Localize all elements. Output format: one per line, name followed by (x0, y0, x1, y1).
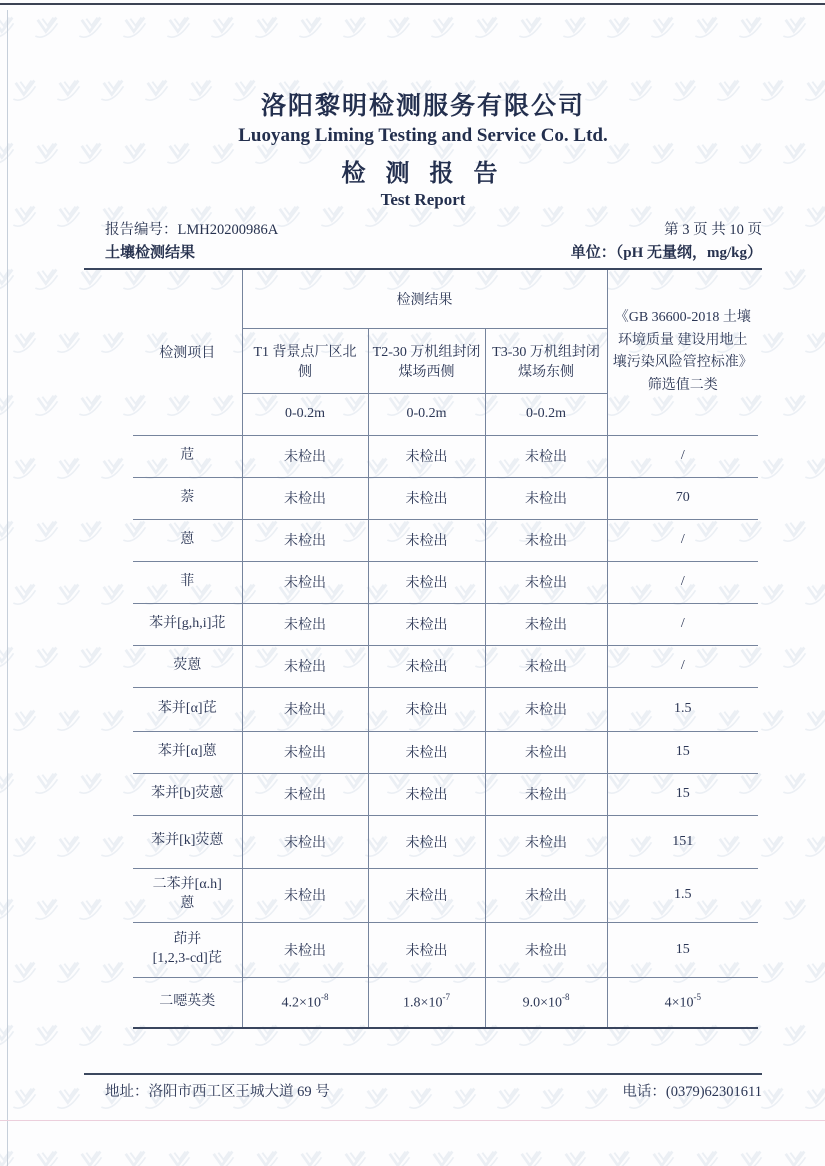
meta-row (84, 218, 762, 239)
col-header-site-t2: T2-30 万机组封闭煤场西侧 (368, 328, 485, 393)
result-cell: 未检出 (242, 922, 368, 977)
analyte-name: 二苯并[α.h] 蒽 (133, 868, 242, 922)
result-cell: 未检出 (242, 773, 368, 815)
result-cell: 未检出 (368, 519, 485, 561)
table-row (133, 977, 758, 1028)
section-title: 土壤检测结果 (105, 245, 196, 261)
screening-value-cell: / (607, 561, 758, 603)
result-cell: 未检出 (242, 561, 368, 603)
letterhead-pink-line (0, 1120, 825, 1121)
table-row (133, 435, 758, 477)
screening-value-cell: 70 (607, 477, 758, 519)
analyte-name: 荧蒽 (133, 645, 242, 687)
screening-value-cell: / (607, 519, 758, 561)
analyte-name: 菲 (133, 561, 242, 603)
col-header-item: 检测项目 (133, 270, 242, 435)
analyte-name: 苯并[α]蒽 (133, 731, 242, 773)
screening-value-cell: / (607, 435, 758, 477)
table-row (133, 731, 758, 773)
report-title-en: Test Report (380, 190, 466, 209)
result-cell: 未检出 (242, 731, 368, 773)
result-cell: 未检出 (368, 922, 485, 977)
result-cell: 未检出 (242, 519, 368, 561)
table-row (133, 922, 758, 977)
result-cell: 未检出 (368, 603, 485, 645)
result-cell: 未检出 (242, 603, 368, 645)
table-header-row (133, 270, 758, 328)
result-cell: 未检出 (485, 773, 607, 815)
result-cell: 未检出 (485, 645, 607, 687)
result-cell: 未检出 (242, 435, 368, 477)
result-cell: 未检出 (242, 815, 368, 868)
report-title-cn: 检 测 报 告 (341, 161, 505, 187)
analyte-name: 蒽 (133, 519, 242, 561)
result-cell: 未检出 (368, 687, 485, 731)
result-cell: $9.0\times 10^{-8}$ (485, 977, 607, 1028)
table-row (133, 868, 758, 922)
screening-value-cell: 1.5 (607, 687, 758, 731)
result-cell: 未检出 (485, 687, 607, 731)
col-header-standard: 《GB 36600-2018 土壤环境质量 建设用地土壤污染风险管控标准》筛选值二类 (607, 270, 758, 435)
col-header-depth: 0-0.2m (242, 393, 368, 435)
table-row (133, 815, 758, 868)
result-cell: 未检出 (368, 731, 485, 773)
result-cell: 未检出 (368, 815, 485, 868)
analyte-name: 苊 (133, 435, 242, 477)
result-cell: 未检出 (368, 645, 485, 687)
screening-value-cell: 1.5 (607, 868, 758, 922)
result-cell: 未检出 (368, 477, 485, 519)
table-row (133, 519, 758, 561)
result-cell: 未检出 (242, 477, 368, 519)
col-header-depth: 0-0.2m (368, 393, 485, 435)
report-number: 报告编号：LMH20200986A (105, 222, 279, 238)
table-row (133, 687, 758, 731)
footer-phone: 电话：(0379)62301611 (622, 1084, 762, 1100)
scan-left-edge (7, 10, 8, 1166)
page-indicator: 第 3 页 共 10 页 (664, 222, 762, 238)
result-cell: 未检出 (485, 815, 607, 868)
table-row (133, 477, 758, 519)
result-cell: 未检出 (485, 519, 607, 561)
result-cell: 未检出 (485, 603, 607, 645)
result-cell: 未检出 (485, 922, 607, 977)
result-cell: 未检出 (485, 561, 607, 603)
col-header-site-t3: T3-30 万机组封闭煤场东侧 (485, 328, 607, 393)
unit-info: 单位：（pH 无量纲，mg/kg） (570, 245, 762, 261)
result-cell: 未检出 (242, 687, 368, 731)
screening-value-cell: $4\times 10^{-5}$ (607, 977, 758, 1028)
col-header-site-t1: T1 背景点厂区北侧 (242, 328, 368, 393)
result-cell: 未检出 (368, 435, 485, 477)
document-body (84, 0, 762, 1029)
table-row (133, 773, 758, 815)
screening-value-cell: 151 (607, 815, 758, 868)
col-header-depth: 0-0.2m (485, 393, 607, 435)
analyte-name: 苯并[b]荧蒽 (133, 773, 242, 815)
table-row (133, 561, 758, 603)
result-cell: $1.8\times 10^{-7}$ (368, 977, 485, 1028)
result-cell: 未检出 (485, 868, 607, 922)
result-cell: 未检出 (485, 477, 607, 519)
col-header-results: 检测结果 (242, 270, 607, 328)
screening-value-cell: 15 (607, 731, 758, 773)
footer (84, 1080, 762, 1101)
company-name-en: Luoyang Liming Testing and Service Co. Ltd. (238, 125, 608, 146)
result-cell: 未检出 (242, 645, 368, 687)
table-row (133, 645, 758, 687)
scan-top-edge (0, 3, 825, 5)
result-cell: 未检出 (368, 561, 485, 603)
analyte-name: 苯并[k]荧蒽 (133, 815, 242, 868)
table-row (133, 603, 758, 645)
company-name-cn: 洛阳黎明检测服务有限公司 (260, 93, 585, 120)
result-cell: 未检出 (485, 731, 607, 773)
result-cell: $4.2\times 10^{-8}$ (242, 977, 368, 1028)
analyte-name: 苯并[α]芘 (133, 687, 242, 731)
result-cell: 未检出 (368, 868, 485, 922)
results-table (133, 270, 758, 1029)
result-cell: 未检出 (485, 435, 607, 477)
analyte-name: 萘 (133, 477, 242, 519)
meta-row-2 (84, 241, 762, 266)
footer-address: 地址：洛阳市西工区王城大道 69 号 (105, 1084, 330, 1100)
result-cell: 未检出 (368, 773, 485, 815)
analyte-name: 茚并 [1,2,3-cd]芘 (133, 922, 242, 977)
analyte-name: 苯并[g,h,i]苝 (133, 603, 242, 645)
screening-value-cell: / (607, 603, 758, 645)
screening-value-cell: 15 (607, 922, 758, 977)
screening-value-cell: 15 (607, 773, 758, 815)
screening-value-cell: / (607, 645, 758, 687)
result-cell: 未检出 (242, 868, 368, 922)
footer-rule (84, 1073, 762, 1075)
analyte-name: 二噁英类 (133, 977, 242, 1028)
